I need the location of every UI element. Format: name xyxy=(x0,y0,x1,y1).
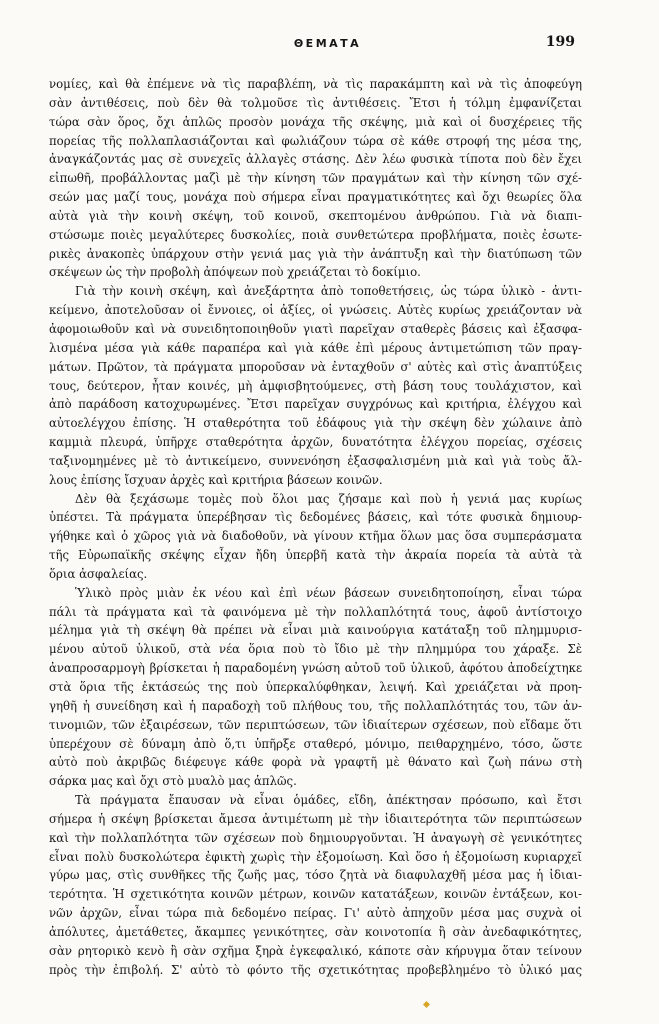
text-line: σὰν ρητορικὸ κενὸ ἢ σὰν σχῆμα ξηρὰ ἐγκεφαλικό, κάποτε σὰν κήρυγμα ὅταν τείνουν xyxy=(49,943,582,958)
page-number: 199 xyxy=(545,34,575,50)
text-line: αὐτὰ γιὰ τὴν κοινὴ σκέψη, τοῦ κοινοῦ, σκεπτομένου ἀνθρώπου. Γιὰ νὰ διαπι- xyxy=(49,208,582,223)
running-title: ΘΕΜΑΤΑ xyxy=(293,37,362,50)
text-line: λους ἐπίσης ἴσχυαν ἀρχὲς καὶ κριτήρια βάσεων κοινῶν. xyxy=(49,472,383,487)
text-line: νομίες, καὶ θὰ ἐπέμενε νὰ τὶς παραβλέπη, νὰ τὶς παρακάμπτη καὶ νὰ τὶς ἀποφεύγη xyxy=(49,77,582,91)
paragraph-first-line: Δὲν θὰ ξεχάσωμε τομὲς ποὺ ὅλοι μας ζήσαμε καὶ ποὺ ἡ γενιά μας κυρίως xyxy=(75,491,582,506)
text-line: μάτων. Πρῶτον, τὰ πράγματα μποροῦσαν νὰ ἐνταχθοῦν σ' αὐτὲς καὶ στὶς ἀναπτύξεις xyxy=(49,359,582,374)
text-line: ὑπέστει. Τὰ πράγματα ὑπερέβησαν τὶς δεδομένες βάσεις, καὶ τότε φυσικὰ δημιουρ- xyxy=(49,510,582,525)
text-line: πρὸς τὴν ἐπιβολή. Σ' αὐτὸ τὸ φόντο τῆς σχετικότητας προβεβλημένο τὸ ὑλικό μας xyxy=(49,962,582,977)
running-header xyxy=(80,30,575,54)
text-line: νῶν ἀρχῶν, εἶναι τώρα πιὰ δεδομένο πείρας. Γι' αὐτὸ ἀπηχοῦν μέσα μας συχνὰ οἱ xyxy=(49,906,582,921)
text-line: τινομιῶν, τῶν ἐξαιρέσεων, τῶν περιπτώσεων, τῶν ἰδιαίτερων σχέσεων, ποὺ εἴδαμε ὅτι xyxy=(49,717,582,732)
text-line: τους, δεύτερον, ἦταν κοινές, μὴ ἀμφισβητούμενες, στὴ βάση τους τουλάχιστον, καὶ xyxy=(49,378,582,393)
text-line: μέλημα γιὰ τὴ σκέψη θὰ πρέπει νὰ εἶναι μιὰ καινούργια κατάταξη τοῦ πλημμυρισ- xyxy=(49,623,582,638)
text-line: στώσωμε ποιὲς μεγαλύτερες δυσκολίες, ποιὰ συνθετώτερα προβλήματα, ποιὲς ἐσωτε- xyxy=(49,227,582,242)
text-line: εἰπωθῆ, προβάλλοντας μαζὶ μὲ τὴν κίνηση τῶν πραγμάτων καὶ τὴν κίνηση τῶν σχέ- xyxy=(49,171,582,186)
text-line: γύρω μας, στὶς συνθῆκες τῆς ζωῆς μας, τόσο ζητὰ νὰ διαφυλαχθῆ μέσα μας ἡ ἰδιαι- xyxy=(49,868,582,883)
text-line: καμμιὰ πλευρά, ὑπῆρχε σταθερότητα ἀρχῶν, δυνατότητα ἐλέγχου πορείας, σχέσεις xyxy=(49,435,582,450)
text-line: ἀπόλυτες, ἀμετάθετες, ἄκαμπες γενικότητες, σὰν κοινοτοπία ἢ σὰν ἀνεδαφικότητες, xyxy=(49,924,582,939)
text-line: αὐτοελέγχου ἐπίσης. Ἡ σταθερότητα τοῦ ἐδάφους γιὰ τὴν σκέψη δὲν χώλαινε ἀπὸ xyxy=(49,416,582,431)
text-line: κείμενο, ἀποτελοῦσαν οἱ ἔννοιες, οἱ ἀξίες, οἱ γνώσεις. Αὐτὲς κυρίως χρειάζονταν νὰ xyxy=(49,303,582,318)
text-line: πάλι τὰ πράγματα καὶ τὰ φαινόμενα μὲ τὴν πολλαπλότητά τους, ἀφοῦ ἀντίστοιχο xyxy=(49,604,582,619)
body-text xyxy=(49,75,582,980)
text-line: πορείας τῆς πολλαπλασιάζονται καὶ φωλιάζουν τώρα σὲ κάθε στροφή της μέσα της, xyxy=(49,133,582,148)
text-line: γηθῆ ἡ συνείδηση καὶ ἡ παραδοχὴ τοῦ πλήθους του, τῆς πολλαπλότητάς του, τῶν ἀν- xyxy=(49,698,582,713)
text-line: ρικὲς ἀνακοπὲς ὑπάρχουν στὴν γενιά μας γιὰ τὴν ἀνάπτυξη καὶ τὴν διατύπωση τῶν xyxy=(49,246,582,261)
text-line: γήθηκε καὶ ὁ χῶρος γιὰ νὰ διαδοθοῦν, νὰ γίνουν κτῆμα ὅλων μας ὅσα συμπεράσματα xyxy=(49,529,582,544)
text-line: τώρα σὰν ὅρος, ὄχι ἁπλῶς προσὸν μονάχα τῆς σκέψης, μιὰ καὶ οἱ δυσχέρειες τῆς xyxy=(49,114,582,129)
text-line: σεών μας μαζί τους, μονάχα ποὺ σήμερα εἶναι πραγματικότητες καὶ ὄχι θεωρίες ὅλα xyxy=(49,190,582,205)
paragraph-first-line: Γιὰ τὴν κοινὴ σκέψη, καὶ ἀνεξάρτητα ἀπὸ τοποθετήσεις, ὡς τώρα ὑλικὸ - ἀντι- xyxy=(75,284,582,299)
text-line: σάρκα μας καὶ ὄχι στὸ μυαλὸ μας ἁπλῶς. xyxy=(49,774,297,789)
text-line: σκέψεων ὡς τὴν προβολὴ ἀπόψεων ποὺ χρειάζεται τὸ δοκίμιο. xyxy=(49,265,421,280)
text-line: λισμένα μέσα γιὰ κάθε παραπέρα καὶ γιὰ κάθε ἐπὶ μέρους ἀντιμετώπιση τῶν πραγ- xyxy=(49,340,582,355)
text-line: ἀναπροσαρμογὴ βρίσκεται ἡ παραδομένη γνώση αὐτοῦ τοῦ ὑλικοῦ, ἀφότου ἀποδείχτηκε xyxy=(49,661,582,676)
text-line: μένου αὐτοῦ ὑλικοῦ, στὰ νέα ὅρια ποὺ τὸ ἴδιο μὲ τὴν πλημμύρα του χάραξε. Σὲ xyxy=(49,642,582,657)
text-line: αὐτὸ ποὺ ἀκριβῶς διέφευγε κάθε φορὰ νὰ γραφτῆ μὲ θάνατο καὶ ζωὴ πάνω στὴ xyxy=(49,755,582,770)
text-line: τῆς Εὐρωπαϊκῆς σκέψης εἶχαν ἤδη ὑπερβῆ κατὰ τὴν ἀκραία πορεία τὰ αὐτὰ τὰ xyxy=(49,548,582,563)
text-line: ὅρια ἀσφαλείας. xyxy=(49,566,148,581)
text-line: σήμερα ἡ σκέψη βρίσκεται ἄμεσα ἀντιμέτωπη μὲ τὴν ἰδιαιτερότητα τῶν περιπτώσεων xyxy=(49,811,582,826)
text-line: ἀφομοιωθοῦν καὶ νὰ συνειδητοποιηθοῦν γιατὶ παρεῖχαν σταθερὲς βάσεις καὶ ἐξασφα- xyxy=(49,321,582,336)
paragraph-first-line: Τὰ πράγματα ἔπαυσαν νὰ εἶναι ὁμάδες, εἴδη, ἀπέκτησαν πρόσωπο, καὶ ἔτσι xyxy=(75,793,582,808)
paragraph-first-line: Ὑλικὸ πρὸς μιὰν ἐκ νέου καὶ ἐπὶ νέων βάσεων συνειδητοποίηση, εἶναι τώρα xyxy=(75,585,582,600)
text-line: σὰν ἀντιθέσεις, ποὺ δὲν θὰ τολμοῦσε τὶς ἀντιθέσεις. Ἔτσι ἡ τόλμη ἐμφανίζεται xyxy=(49,95,582,110)
text-line: ἀπὸ παράδοση κατοχυρωμένες. Ἔτσι παρεῖχαν συγχρόνως καὶ κριτήρια, ἐλέγχου καὶ xyxy=(49,397,582,412)
text-line: εἶναι πολὺ δυσκολώτερα ἐφικτὴ χωρὶς τὴν ἐξομοίωση. Καὶ ὅσο ἡ ἐξομοίωση κυριαρχεῖ xyxy=(49,849,582,864)
text-line: ταξινομημένες μὲ τὸ ἀντικείμενο, συννενόηση ἐξασφαλισμένη μιὰ καὶ γιὰ τοὺς ἄλ- xyxy=(49,453,582,468)
text-line: καὶ τὴν πολλαπλότητα τῶν σχέσεων ποὺ δημιουργοῦνται. Ἡ ἀναγωγὴ σὲ γενικότητες xyxy=(49,830,582,845)
text-line: ἀναγκάζοντάς μας σὲ συνεχεῖς ἀλλαγὲς στάσης. Δὲν λέω φυσικὰ τίποτα ποὺ δὲν ἔχει xyxy=(49,152,582,167)
text-line: ὑπερέχουν σὲ δύναμη ἀπὸ ὅ,τι ὑπῆρξε σταθερό, μόνιμο, πειθαρχημένο, τόσο, ὥστε xyxy=(49,736,582,751)
text-line: τερότητα. Ἡ σχετικότητα κοινῶν μέτρων, κοινῶν κατατάξεων, κοινῶν ἐντάξεων, κοι- xyxy=(49,887,582,902)
ink-speck xyxy=(423,1001,430,1008)
text-line: στὰ ὅρια τῆς ἐκτάσεώς της ποὺ ὑπερκαλύφθηκαν, λειψή. Καὶ χρειάζεται νὰ προη- xyxy=(49,680,582,694)
